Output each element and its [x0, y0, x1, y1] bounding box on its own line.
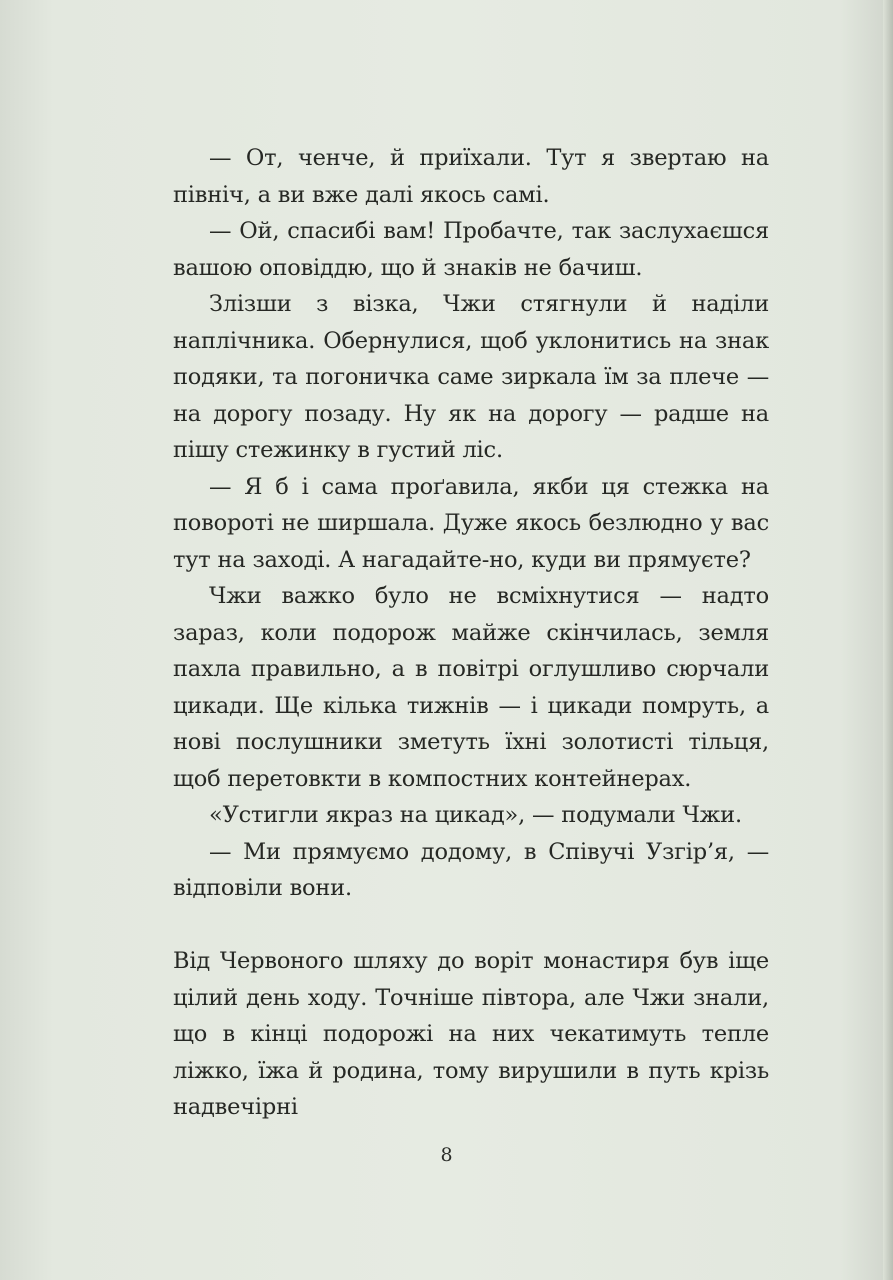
paragraph-4: — Я б і сама проґавила, якби ця стежка на повороті не ширшала. Дуже якось безлюдно у вас тут на заході. А нагадайте-но, куди ви прямуєте? — [173, 473, 769, 573]
paragraph-2: — Ой, спасибі вам! Пробачте, так заслухаєшся вашою оповіддю, що й знаків не бачиш. — [173, 218, 769, 281]
paragraph-1: — От, ченче, й приїхали. Тут я звертаю на північ, а ви вже далі якось самі. — [173, 145, 769, 208]
section-2-paragraph: Від Червоного шляху до воріт монастиря був іще цілий день ходу. Точніше півтора, але Чжи знали, що в кінці подорожі на них чекатимуть тепле ліжко, їжа й родина, тому вирушили в путь крізь надвечірні — [173, 948, 769, 1120]
paragraph-3: Злізши з візка, Чжи стягнули й наділи наплічника. Обернулися, щоб уклонитись на знак подяки, та погоничка саме зиркала їм за плече — на дорогу позаду. Ну як на дорогу — радше на пішу стежинку в густий ліс. — [173, 291, 769, 463]
paragraph-5: Чжи важко було не всміхнутися — надто зараз, коли подорож майже скінчилась, земля пахла правильно, а в повітрі оглушливо сюрчали цикади. Ще кілька тижнів — і цикади помруть, а нові послушники зметуть їхні золотисті тільця, щоб перетовкти в компостних контейнерах. — [173, 583, 769, 792]
body-text — [173, 140, 769, 1126]
page-number: 8 — [440, 1144, 453, 1166]
section-break — [173, 907, 769, 944]
paragraph-6: «Устигли якраз на цикад», — подумали Чжи. — [209, 802, 742, 828]
paragraph-7: — Ми прямуємо додому, в Співучі Узгір’я, — відповіли вони. — [173, 838, 769, 901]
page-edge-shadow — [883, 0, 893, 1280]
